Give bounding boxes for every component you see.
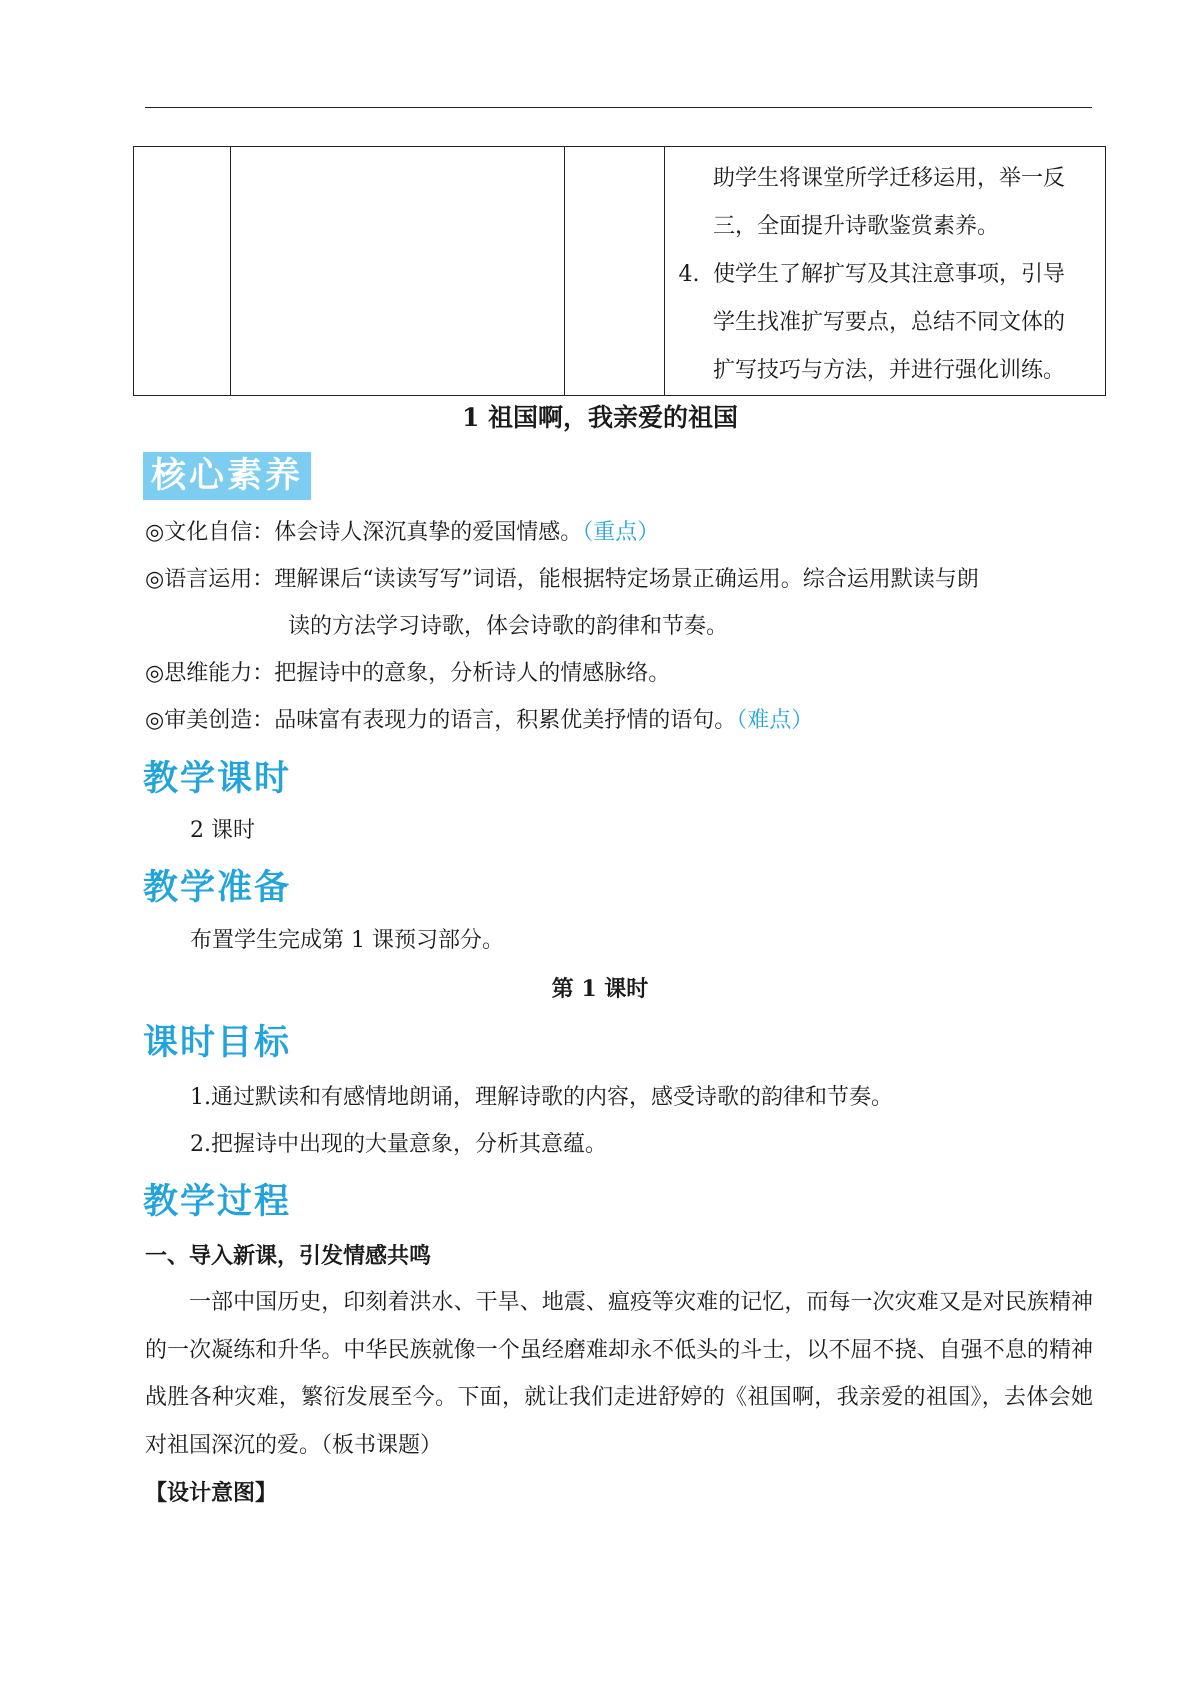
prep-value: 布置学生完成第 1 课预习部分。 <box>190 928 504 953</box>
objective-line: 扩写技巧与方法，并进行强化训练。 <box>713 358 1066 383</box>
section-heading-core: 核心素养 <box>143 452 311 500</box>
table-cell <box>231 147 565 396</box>
core-item <box>145 565 979 595</box>
goal-item: 2.把握诗中出现的大量意象，分析其意蕴。 <box>190 1132 607 1157</box>
table-cell <box>565 147 665 396</box>
core-item <box>145 706 813 736</box>
objective-line: 学生找准扩写要点，总结不同文体的 <box>713 310 1066 335</box>
objective-line: 三，全面提升诗歌鉴赏素养。 <box>713 214 1000 239</box>
table-cell-objectives <box>665 147 1106 396</box>
section-heading-prep: 教学准备 <box>143 868 292 908</box>
design-intent-label: 【设计意图】 <box>145 1480 278 1506</box>
core-item-text: 品味富有表现力的语言，积累优美抒情的语句。 <box>274 708 737 733</box>
objective-item-4 <box>665 251 1105 299</box>
core-item-continuation: 读的方法学习诗歌，体会诗歌的韵律和节奏。 <box>288 614 729 639</box>
core-item-label: ◎审美创造： <box>145 708 275 733</box>
core-item-label: ◎文化自信： <box>145 520 275 545</box>
lesson-title: 1 祖国啊，我亲爱的祖国 <box>461 403 739 432</box>
continued-table <box>133 146 1106 396</box>
core-item-label: ◎思维能力： <box>145 661 275 686</box>
difficult-point-tag: （难点） <box>736 708 814 733</box>
key-point-tag: （重点） <box>582 520 660 545</box>
core-item <box>145 659 670 689</box>
period-title: 第 1 课时 <box>551 976 649 1002</box>
core-item <box>145 518 659 548</box>
table-row <box>134 147 1106 396</box>
item-number: 4. <box>678 262 700 287</box>
table-cell <box>134 147 231 396</box>
core-item-label: ◎语言运用： <box>145 567 275 592</box>
header-rule <box>145 107 1092 108</box>
goal-item: 1.通过默读和有感情地朗诵，理解诗歌的内容，感受诗歌的韵律和节奏。 <box>190 1085 893 1110</box>
objective-line: 使学生了解扩写及其注意事项，引导 <box>713 262 1066 287</box>
process-section-heading: 一、导入新课，引发情感共鸣 <box>145 1243 432 1269</box>
core-item-text: 理解课后“读读写写”词语，能根据特定场景正确运用。综合运用默读与朗 <box>274 567 979 592</box>
section-heading-goals: 课时目标 <box>143 1023 292 1063</box>
objective-line: 助学生将课堂所学迁移运用，举一反 <box>713 166 1066 191</box>
intro-paragraph: 一部中国历史，印刻着洪水、干旱、地震、瘟疫等灾难的记忆，而每一次灾难又是对民族精神的一次凝练和升华。中华民族就像一个虽经磨难却永不低头的斗士，以不屈不挠、自强不息的精神战胜各种灾难，繁衍发展至今。下面，就让我们走进舒婷的《祖国啊，我亲爱的祖国》，去体会她对祖国深沉的爱。（板书课题） <box>145 1290 1093 1458</box>
hours-value: 2 课时 <box>190 818 255 843</box>
core-item-text: 把握诗中的意象，分析诗人的情感脉络。 <box>274 661 671 686</box>
section-heading-process: 教学过程 <box>143 1182 292 1222</box>
core-item-text: 体会诗人深沉真挚的爱国情感。 <box>274 520 583 545</box>
section-heading-hours: 教学课时 <box>143 759 292 799</box>
